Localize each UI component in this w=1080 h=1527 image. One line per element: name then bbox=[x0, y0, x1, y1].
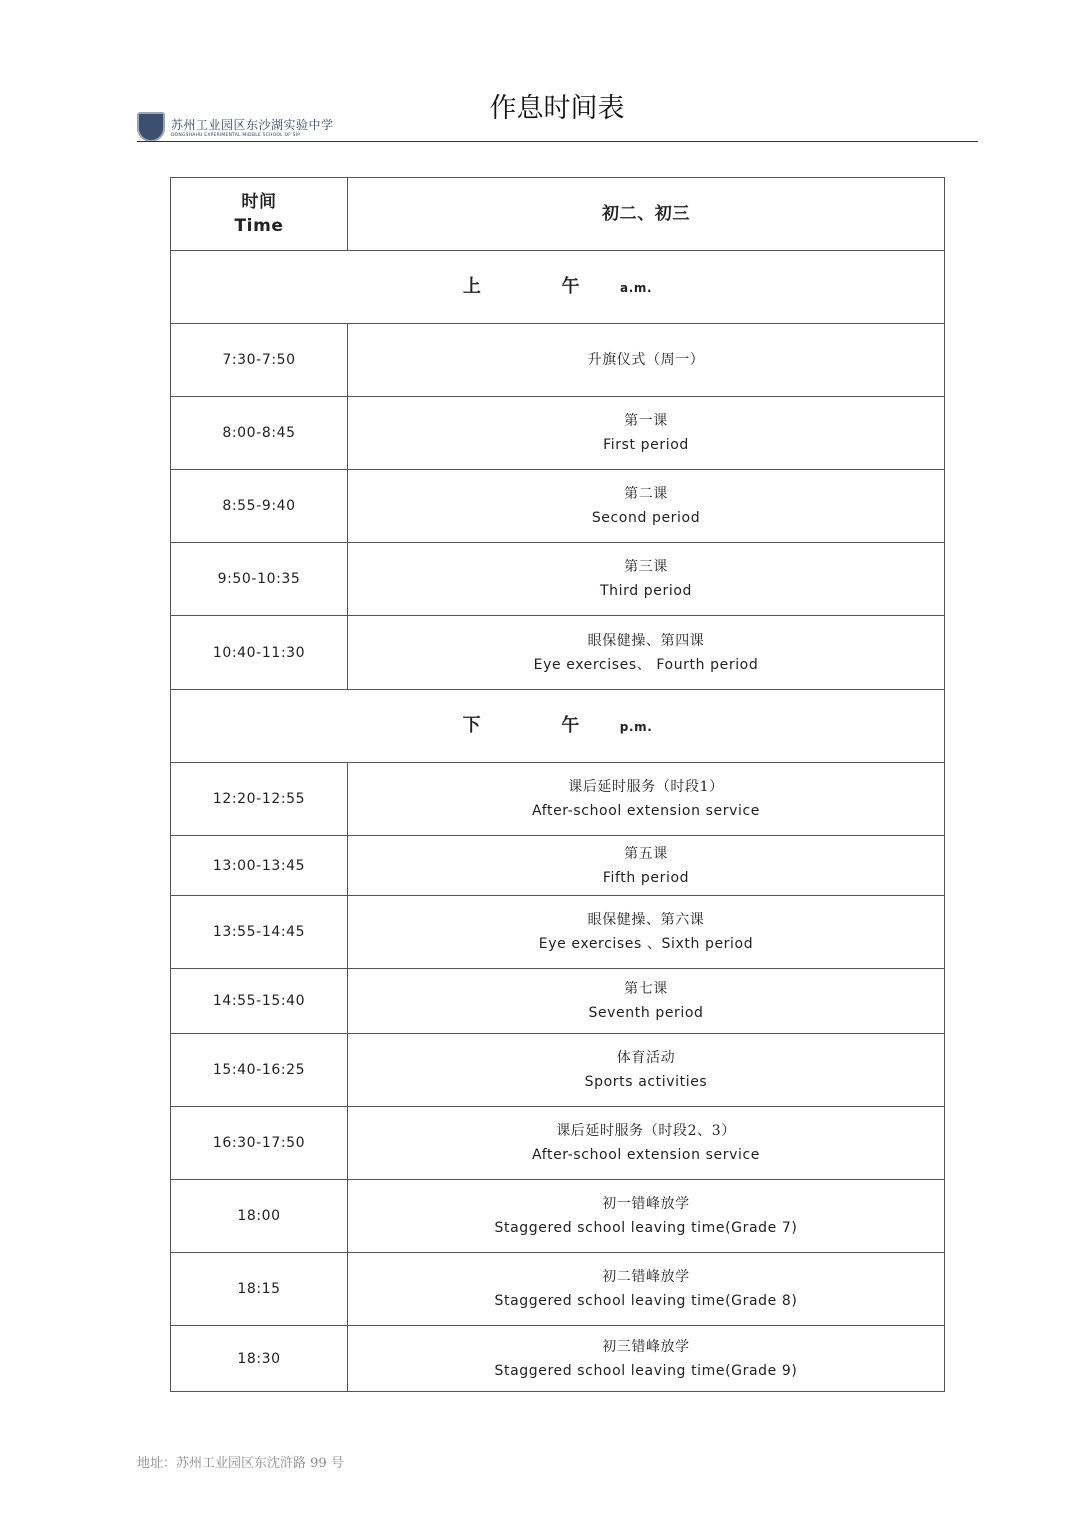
activity-cell bbox=[348, 324, 945, 397]
time-header-en: Time bbox=[234, 216, 284, 236]
pm-section-row bbox=[171, 690, 945, 763]
grade-header: 初二、初三 bbox=[348, 178, 945, 251]
am-char-1: 上 bbox=[462, 275, 482, 297]
activity-cn: 眼保健操、第六课 bbox=[587, 912, 705, 928]
school-name-cn: 苏州工业园区东沙湖实验中学 bbox=[171, 118, 334, 132]
table-row bbox=[171, 324, 945, 397]
table-row bbox=[171, 1180, 945, 1253]
pm-char-1: 下 bbox=[462, 714, 482, 736]
time-cell: 13:00-13:45 bbox=[171, 836, 348, 896]
activity-cell bbox=[348, 1034, 945, 1107]
table-row bbox=[171, 616, 945, 690]
pm-char-2: 午 bbox=[561, 714, 580, 736]
time-cell: 14:55-15:40 bbox=[171, 969, 348, 1034]
table-row bbox=[171, 1253, 945, 1326]
activity-cn: 第三课 bbox=[624, 559, 668, 575]
activity-cell bbox=[348, 397, 945, 470]
time-header bbox=[171, 178, 348, 251]
activity-en: Staggered school leaving time(Grade 7) bbox=[494, 1220, 798, 1236]
time-cell: 8:00-8:45 bbox=[171, 397, 348, 470]
time-cell: 12:20-12:55 bbox=[171, 763, 348, 836]
activity-en: First period bbox=[603, 437, 689, 453]
page-title: 作息时间表 bbox=[489, 93, 625, 124]
time-cell: 9:50-10:35 bbox=[171, 543, 348, 616]
table-row bbox=[171, 1326, 945, 1392]
table-row bbox=[171, 969, 945, 1034]
time-cell: 10:40-11:30 bbox=[171, 616, 348, 690]
time-cell: 13:55-14:45 bbox=[171, 896, 348, 969]
activity-cell bbox=[348, 470, 945, 543]
activity-cell bbox=[348, 836, 945, 896]
activity-en: Staggered school leaving time(Grade 9) bbox=[494, 1362, 798, 1379]
activity-en: Third period bbox=[600, 583, 692, 599]
table-row bbox=[171, 1107, 945, 1180]
pm-section-label bbox=[171, 690, 945, 763]
activity-cn: 升旗仪式（周一） bbox=[587, 352, 705, 368]
header-divider bbox=[137, 141, 978, 142]
activity-cn: 初三错峰放学 bbox=[602, 1338, 690, 1355]
activity-en: Seventh period bbox=[588, 1005, 704, 1021]
activity-cell bbox=[348, 969, 945, 1034]
school-name-en: DONGSHAHU EXPERIMENTAL MIDDLE SCHOOL OF SIP bbox=[171, 133, 301, 138]
activity-cn: 第五课 bbox=[624, 845, 668, 862]
am-en: a.m. bbox=[620, 280, 653, 295]
time-cell: 18:30 bbox=[171, 1326, 348, 1392]
table-row bbox=[171, 836, 945, 896]
activity-cell bbox=[348, 1107, 945, 1180]
activity-en: Sports activities bbox=[584, 1074, 708, 1090]
activity-cn: 第七课 bbox=[624, 981, 668, 997]
table-row bbox=[171, 397, 945, 470]
activity-cn: 课后延时服务（时段1） bbox=[568, 779, 724, 795]
activity-en: Eye exercises 、Sixth period bbox=[538, 936, 754, 952]
am-section-label bbox=[171, 251, 945, 324]
activity-en: After-school extension service bbox=[532, 1147, 760, 1163]
activity-en: Eye exercises、 Fourth period bbox=[533, 656, 759, 673]
activity-en: Staggered school leaving time(Grade 8) bbox=[494, 1293, 798, 1309]
footer-address: 地址：苏州工业园区东沈浒路 99 号 bbox=[137, 1456, 344, 1471]
time-cell: 18:15 bbox=[171, 1253, 348, 1326]
activity-cell bbox=[348, 763, 945, 836]
activity-cell bbox=[348, 896, 945, 969]
activity-en: Fifth period bbox=[602, 869, 690, 886]
activity-cn: 眼保健操、第四课 bbox=[587, 632, 705, 649]
pm-en: p.m. bbox=[619, 719, 653, 734]
activity-cn: 课后延时服务（时段2、3） bbox=[556, 1123, 736, 1139]
table-row bbox=[171, 543, 945, 616]
table-row bbox=[171, 763, 945, 836]
activity-cn: 初二错峰放学 bbox=[602, 1269, 690, 1285]
time-cell: 15:40-16:25 bbox=[171, 1034, 348, 1107]
time-cell: 8:55-9:40 bbox=[171, 470, 348, 543]
table-row bbox=[171, 1034, 945, 1107]
activity-cell bbox=[348, 1180, 945, 1253]
activity-en: Second period bbox=[591, 510, 701, 526]
time-header-cn: 时间 bbox=[241, 192, 277, 212]
activity-en: After-school extension service bbox=[532, 803, 760, 819]
time-cell: 16:30-17:50 bbox=[171, 1107, 348, 1180]
activity-cell bbox=[348, 1326, 945, 1392]
activity-cn: 体育活动 bbox=[616, 1050, 676, 1066]
time-cell: 18:00 bbox=[171, 1180, 348, 1253]
table-row bbox=[171, 470, 945, 543]
am-char-2: 午 bbox=[561, 275, 581, 297]
activity-cn: 第一课 bbox=[624, 413, 668, 429]
time-cell: 7:30-7:50 bbox=[171, 324, 348, 397]
schedule-table bbox=[170, 177, 945, 1392]
activity-cn: 初一错峰放学 bbox=[602, 1196, 690, 1212]
activity-cell bbox=[348, 616, 945, 690]
table-header-row bbox=[171, 178, 945, 251]
table-row bbox=[171, 896, 945, 969]
activity-cell bbox=[348, 543, 945, 616]
am-section-row bbox=[171, 251, 945, 324]
activity-cn: 第二课 bbox=[624, 486, 668, 502]
activity-cell bbox=[348, 1253, 945, 1326]
